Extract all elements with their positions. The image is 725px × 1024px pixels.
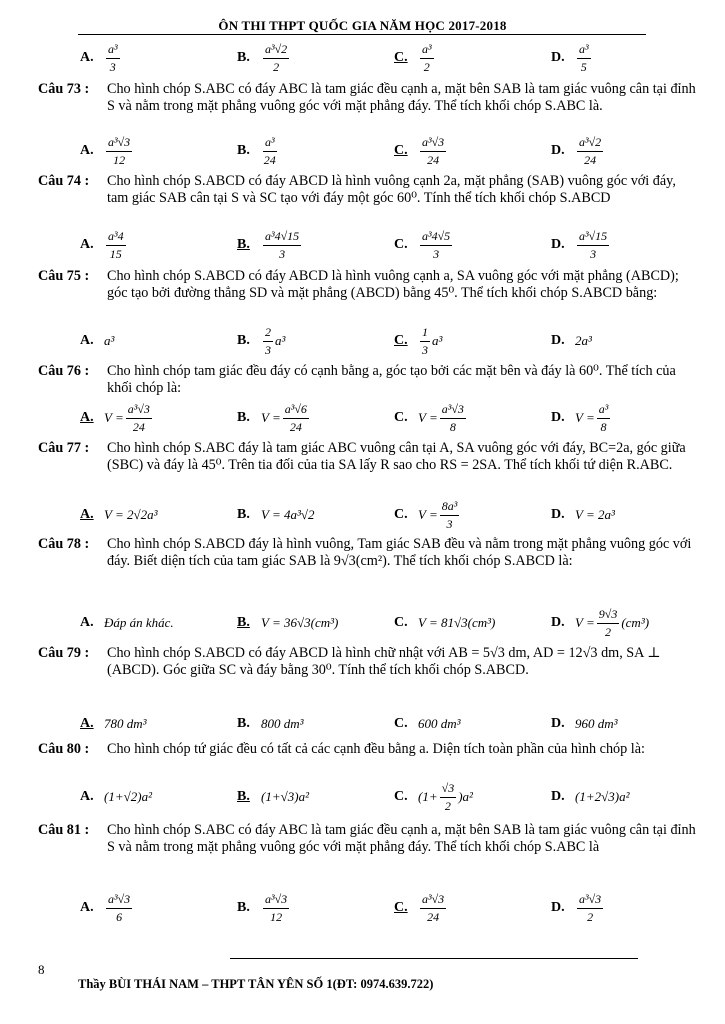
options-row xyxy=(0,706,725,742)
option-a[interactable] xyxy=(80,779,152,815)
option-letter: A. xyxy=(80,410,94,425)
option-letter: D. xyxy=(551,507,565,522)
option-b[interactable] xyxy=(237,400,311,436)
fraction xyxy=(420,892,446,925)
question-block xyxy=(38,536,698,570)
option-expression: V = 36√3(cm³) xyxy=(261,615,339,630)
option-d[interactable] xyxy=(551,890,605,926)
option-a[interactable] xyxy=(80,400,154,436)
option-expression: 780 dm³ xyxy=(104,716,147,731)
fraction xyxy=(577,892,603,925)
option-value xyxy=(575,507,615,523)
denominator: 3 xyxy=(265,342,271,357)
option-suffix: a³ xyxy=(432,333,443,348)
option-expression: V = 4a³√2 xyxy=(261,507,315,522)
option-letter: B. xyxy=(237,410,250,425)
option-value xyxy=(261,892,291,925)
options-row xyxy=(0,133,725,169)
numerator: a³√3 xyxy=(106,135,132,152)
fraction xyxy=(106,135,132,168)
numerator: a³4 xyxy=(106,229,126,246)
fraction xyxy=(577,135,603,168)
question-block xyxy=(38,173,698,207)
option-a[interactable] xyxy=(80,133,134,169)
numerator: √3 xyxy=(440,781,457,798)
option-letter: A. xyxy=(80,333,94,348)
option-suffix: (cm³) xyxy=(621,615,650,630)
option-letter: A. xyxy=(80,237,94,252)
question-label: Câu 78 : xyxy=(38,536,90,552)
page-footer: Thầy BÙI THÁI NAM – THPT TÂN YÊN SỐ 1(ĐT: 0974.639.722) xyxy=(78,977,434,991)
fraction xyxy=(106,229,126,262)
option-c[interactable] xyxy=(394,400,468,436)
option-d[interactable] xyxy=(551,323,592,359)
question-label: Câu 73 : xyxy=(38,81,90,97)
option-b[interactable] xyxy=(237,779,309,815)
denominator: 24 xyxy=(289,419,302,434)
question-block xyxy=(38,268,698,302)
option-d[interactable]: D. $\frac{\text{a³}}{5}$ xyxy=(551,41,589,74)
option-a[interactable]: A. $\frac{\text{a³}}{3}$ xyxy=(80,41,118,74)
question-label: Câu 76 : xyxy=(38,363,90,379)
option-c[interactable]: C. $\frac{\text{a³}}{2}$ xyxy=(394,41,432,74)
option-letter: C. xyxy=(394,410,408,425)
option-expression: (1+√2)a² xyxy=(104,789,152,804)
option-value xyxy=(104,615,174,631)
question-block xyxy=(38,645,698,679)
option-suffix: )a² xyxy=(458,789,473,804)
page-header: ÔN THI THPT QUỐC GIA NĂM HỌC 2017-2018 xyxy=(218,18,507,33)
options-row xyxy=(0,227,725,263)
option-d[interactable] xyxy=(551,706,618,742)
option-a[interactable] xyxy=(80,497,158,533)
denominator: 2 xyxy=(605,624,612,639)
option-expression: V = 2a³ xyxy=(575,507,615,522)
denominator: 24 xyxy=(427,152,440,167)
page-number: 8 xyxy=(38,962,45,977)
option-b[interactable] xyxy=(237,890,291,926)
numerator: 8a³ xyxy=(440,499,460,516)
numerator: a³√6 xyxy=(283,402,309,419)
option-d[interactable] xyxy=(551,605,649,641)
option-letter: D. xyxy=(551,900,565,915)
fraction xyxy=(126,402,152,435)
option-letter: C. xyxy=(394,143,408,158)
question-block xyxy=(38,81,698,115)
question-text: Cho hình chóp tam giác đều đáy có cạnh bằng a, góc tạo bởi các mặt bên và đáy là 60⁰. Thể tích của khối chóp là: xyxy=(107,363,676,396)
question-text: Cho hình chóp S.ABCD có đáy ABCD là hình chữ nhật với AB = 5√3 dm, AD = 12√3 dm, SA ⊥ (ABCD). Góc giữa SC và đáy bằng 30⁰. Tính thể tích khối chóp S.ABCD. xyxy=(107,645,661,678)
options-row-top xyxy=(0,40,725,76)
question-text: Cho hình chóp S.ABC có đáy ABC là tam giác đều cạnh a, mặt bên SAB là tam giác vuông cân tại đỉnh S và nằm trong mặt phẳng vuông góc với mặt phẳng đáy. Thể tích khối chóp S.ABC là xyxy=(107,822,696,855)
option-value xyxy=(104,789,152,805)
option-expression: 960 dm³ xyxy=(575,716,618,731)
option-d[interactable] xyxy=(551,133,605,169)
option-c[interactable] xyxy=(394,779,473,815)
option-expression: 800 dm³ xyxy=(261,716,304,731)
option-expression: V = 81√3(cm³) xyxy=(418,615,496,630)
option-value xyxy=(418,499,461,532)
option-a[interactable] xyxy=(80,605,174,641)
option-c[interactable] xyxy=(394,890,448,926)
question-label: Câu 75 : xyxy=(38,268,90,284)
option-prefix: (1+ xyxy=(418,789,438,804)
option-value xyxy=(104,507,158,523)
option-value xyxy=(575,892,605,925)
option-value xyxy=(261,325,285,358)
option-expression: Đáp án khác. xyxy=(104,615,174,630)
footer-rule xyxy=(230,958,638,959)
question-block xyxy=(38,822,698,856)
numerator: a³√3 xyxy=(263,892,289,909)
options-row xyxy=(0,890,725,926)
numerator: 2 xyxy=(263,325,273,342)
option-letter: B. xyxy=(237,143,250,158)
option-value xyxy=(575,333,592,349)
option-letter: C. xyxy=(394,900,408,915)
option-letter: D. xyxy=(551,333,565,348)
numerator: a³4√5 xyxy=(420,229,452,246)
numerator: a³√15 xyxy=(577,229,609,246)
option-expression: V = 2√2a³ xyxy=(104,507,158,522)
numerator: a³√3 xyxy=(577,892,603,909)
option-value xyxy=(261,789,309,805)
option-prefix: V = xyxy=(575,410,595,425)
option-c[interactable] xyxy=(394,497,461,533)
option-value xyxy=(575,229,611,262)
option-c[interactable] xyxy=(394,706,461,742)
option-letter: C. xyxy=(394,789,408,804)
denominator: 3 xyxy=(279,246,286,261)
option-value xyxy=(418,229,454,262)
option-value xyxy=(261,615,338,631)
option-a[interactable] xyxy=(80,323,114,359)
numerator: a³√3 xyxy=(126,402,152,419)
denominator: 12 xyxy=(270,909,283,924)
option-value xyxy=(261,716,304,732)
option-c[interactable] xyxy=(394,605,495,641)
option-c[interactable] xyxy=(394,227,454,263)
question-text: Cho hình chóp S.ABCD có đáy ABCD là hình vuông cạnh 2a, mặt phẳng (SAB) vuông góc với đáy, tam giác SAB cân tại S và SC tạo với đáy một góc 60⁰. Tính thể tích khối chóp S.ABCD xyxy=(107,173,676,206)
numerator: a³ xyxy=(597,402,611,419)
option-letter: D. xyxy=(551,789,565,804)
header-rule xyxy=(78,34,646,35)
option-value xyxy=(418,615,495,631)
numerator: a³√3 xyxy=(420,892,446,909)
option-b[interactable] xyxy=(237,706,304,742)
option-value xyxy=(261,507,315,523)
denominator: 2 xyxy=(444,798,451,813)
question-label: Câu 77 : xyxy=(38,440,90,456)
option-value xyxy=(418,781,473,814)
option-value xyxy=(418,716,461,732)
numerator: a³√3 xyxy=(440,402,466,419)
option-b[interactable] xyxy=(237,227,303,263)
option-letter: D. xyxy=(551,410,565,425)
denominator: 24 xyxy=(584,152,597,167)
denominator: 24 xyxy=(263,152,276,167)
option-expression: a³ xyxy=(104,333,115,348)
option-suffix: a³ xyxy=(275,333,286,348)
question-block xyxy=(38,440,698,474)
option-value xyxy=(575,607,649,640)
option-letter: C. xyxy=(394,615,408,630)
option-prefix: V = xyxy=(418,507,438,522)
option-value xyxy=(104,135,134,168)
option-letter: A. xyxy=(80,900,94,915)
option-letter: A. xyxy=(80,143,94,158)
option-value xyxy=(261,402,311,435)
numerator: a³√2 xyxy=(577,135,603,152)
option-prefix: V = xyxy=(261,410,281,425)
option-letter: A. xyxy=(80,507,94,522)
question-text: Cho hình chóp S.ABCD có đáy ABCD là hình vuông cạnh a, SA vuông góc với mặt phẳng (ABCD); góc tạo bởi đường thẳng SD và mặt phẳng (ABCD) bằng 45⁰. Thể tích khối chóp S.ABCD bằng: xyxy=(107,268,679,301)
fraction xyxy=(440,781,457,814)
option-value xyxy=(418,892,448,925)
fraction xyxy=(263,325,273,358)
option-b[interactable] xyxy=(237,133,279,169)
option-b[interactable]: B. $\frac{\text{a³√2}}{2}$ xyxy=(237,41,288,74)
fraction xyxy=(440,402,466,435)
option-d[interactable] xyxy=(551,400,612,436)
fraction xyxy=(420,325,430,358)
question-text: Cho hình chóp S.ABC có đáy ABC là tam giác đều cạnh a, mặt bên SAB là tam giác vuông cân tại đỉnh S và nằm trong mặt phẳng vuông góc với mặt phẳng đáy. Thể tích khối chóp S.ABC là. xyxy=(107,81,696,114)
numerator: a³√3 xyxy=(106,892,132,909)
denominator: 2 xyxy=(587,909,594,924)
option-a[interactable] xyxy=(80,227,128,263)
option-value xyxy=(418,325,442,358)
fraction xyxy=(106,892,132,925)
fraction xyxy=(597,402,611,435)
numerator: 1 xyxy=(420,325,430,342)
option-b[interactable] xyxy=(237,497,315,533)
options-row xyxy=(0,779,725,815)
denominator: 8 xyxy=(449,419,456,434)
option-b[interactable] xyxy=(237,605,338,641)
denominator: 3 xyxy=(422,342,428,357)
option-letter: C. xyxy=(394,716,408,731)
option-letter: B. xyxy=(237,507,250,522)
fraction xyxy=(263,229,301,262)
fraction xyxy=(283,402,309,435)
option-value xyxy=(575,135,605,168)
option-value xyxy=(104,892,134,925)
option-value xyxy=(418,402,468,435)
numerator: a³4√15 xyxy=(263,229,301,246)
fraction xyxy=(420,229,452,262)
option-value xyxy=(575,716,618,732)
option-letter: B. xyxy=(237,789,250,804)
option-letter: B. xyxy=(237,716,250,731)
fraction xyxy=(263,892,289,925)
denominator: 3 xyxy=(433,246,440,261)
option-a[interactable] xyxy=(80,890,134,926)
option-letter: B. xyxy=(237,333,250,348)
question-label: Câu 74 : xyxy=(38,173,90,189)
option-d[interactable] xyxy=(551,779,629,815)
question-label: Câu 80 : xyxy=(38,741,90,757)
option-expression: (1+2√3)a² xyxy=(575,789,630,804)
denominator: 24 xyxy=(427,909,440,924)
question-label: Câu 81 : xyxy=(38,822,90,838)
option-letter: A. xyxy=(80,789,94,804)
denominator: 6 xyxy=(116,909,123,924)
option-prefix: V = xyxy=(418,410,438,425)
option-c[interactable] xyxy=(394,133,448,169)
option-letter: C. xyxy=(394,333,408,348)
option-value xyxy=(418,135,448,168)
option-d[interactable] xyxy=(551,227,611,263)
option-letter: A. xyxy=(80,615,94,630)
option-value xyxy=(104,333,114,349)
fraction xyxy=(440,499,460,532)
fraction xyxy=(263,135,277,168)
option-value xyxy=(261,135,279,168)
fraction xyxy=(577,229,609,262)
option-letter: C. xyxy=(394,507,408,522)
denominator: 24 xyxy=(132,419,145,434)
option-prefix: V = xyxy=(575,615,595,630)
option-letter: D. xyxy=(551,615,565,630)
numerator: 9√3 xyxy=(597,607,620,624)
option-letter: B. xyxy=(237,237,250,252)
option-b[interactable] xyxy=(237,323,285,359)
question-block xyxy=(38,363,698,397)
denominator: 3 xyxy=(590,246,597,261)
option-value xyxy=(104,402,154,435)
question-block xyxy=(38,741,698,758)
fraction xyxy=(420,135,446,168)
option-expression: (1+√3)a² xyxy=(261,789,309,804)
numerator: a³ xyxy=(263,135,277,152)
option-letter: D. xyxy=(551,143,565,158)
question-text: Cho hình chóp tứ giác đều có tất cả các cạnh đều bằng a. Diện tích toàn phần của hình chóp là: xyxy=(107,741,645,757)
option-expression: 600 dm³ xyxy=(418,716,461,731)
option-value xyxy=(575,402,612,435)
denominator: 3 xyxy=(446,516,453,531)
option-letter: B. xyxy=(237,615,250,630)
options-row xyxy=(0,497,725,533)
option-expression: 2a³ xyxy=(575,333,592,348)
denominator: 8 xyxy=(600,419,607,434)
option-a[interactable] xyxy=(80,706,147,742)
fraction xyxy=(597,607,620,640)
option-value xyxy=(104,716,147,732)
option-value xyxy=(261,229,303,262)
option-d[interactable] xyxy=(551,497,615,533)
option-letter: A. xyxy=(80,716,94,731)
options-row xyxy=(0,605,725,641)
option-letter: C. xyxy=(394,237,408,252)
option-letter: B. xyxy=(237,900,250,915)
option-prefix: V = xyxy=(104,410,124,425)
denominator: 15 xyxy=(109,246,122,261)
option-letter: D. xyxy=(551,237,565,252)
denominator: 12 xyxy=(113,152,126,167)
question-text: Cho hình chóp S.ABCD đáy là hình vuông, Tam giác SAB đều và nằm trong mặt phẳng vuông góc với đáy. Biết diện tích của tam giác SAB là 9√3(cm²). Thể tích khối chóp S.ABCD là: xyxy=(107,536,692,569)
numerator: a³√3 xyxy=(420,135,446,152)
option-value xyxy=(104,229,128,262)
option-c[interactable] xyxy=(394,323,442,359)
options-row xyxy=(0,400,725,436)
options-row xyxy=(0,323,725,359)
option-letter: D. xyxy=(551,716,565,731)
option-value xyxy=(575,789,629,805)
question-text: Cho hình chóp S.ABC đáy là tam giác ABC vuông cân tại A, SA vuông góc với đáy, BC=2a, góc giữa (SBC) và đáy là 45⁰. Trên tia đối của tia SA lấy R sao cho RS = 2SA. Thể tích khối tứ diện R.ABC. xyxy=(107,440,686,473)
question-label: Câu 79 : xyxy=(38,645,90,661)
